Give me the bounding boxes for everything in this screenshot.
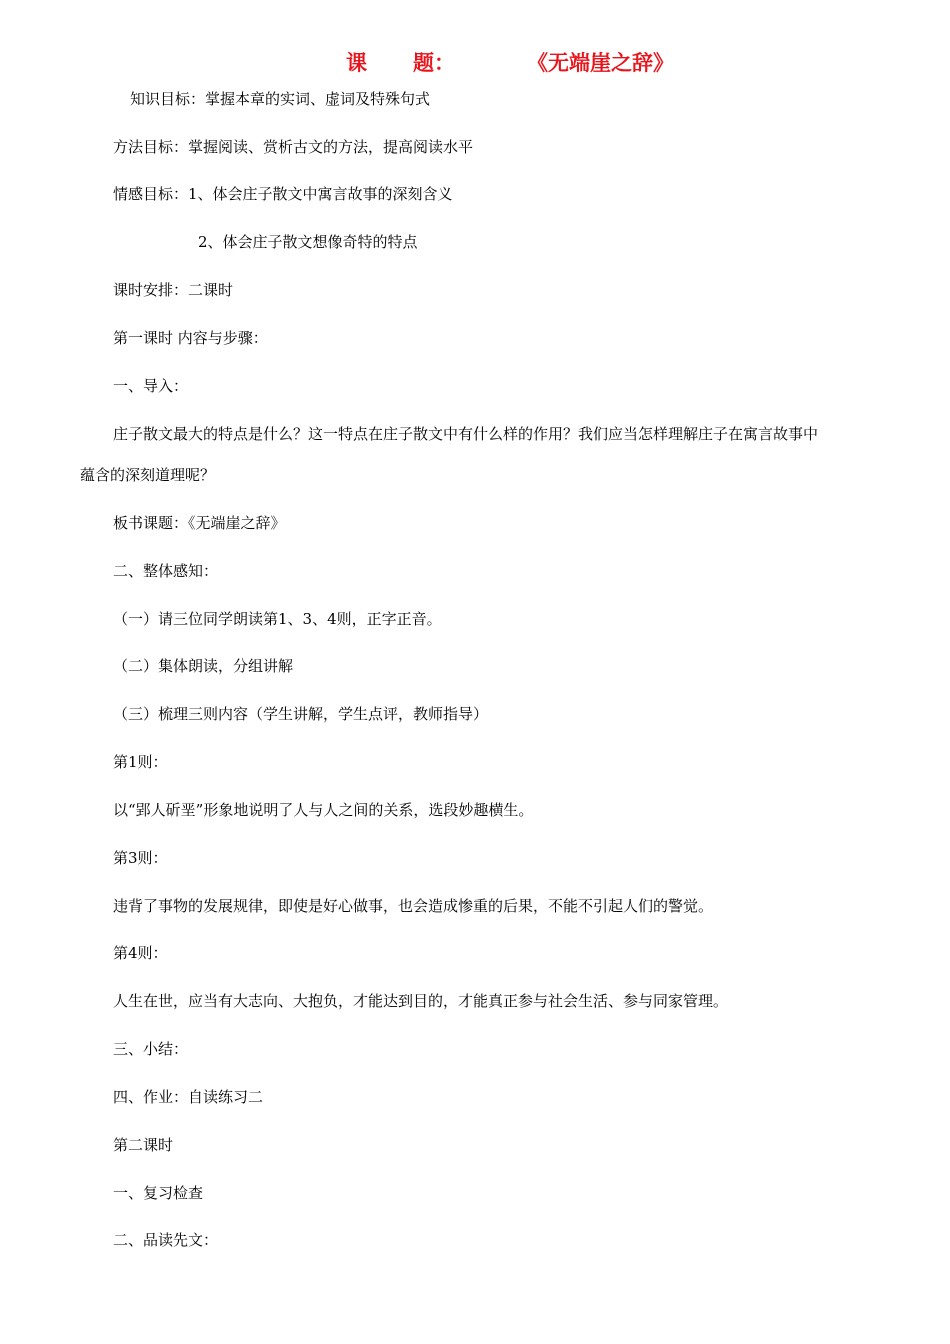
overview-step-2: （二）集体朗读，分组讲解 xyxy=(113,657,294,675)
item-4-text: 人生在世，应当有大志向、大抱负，才能达到目的，才能真正参与社会生活、参与同家管理。 xyxy=(113,992,729,1010)
section-summary: 三、小结： xyxy=(113,1040,189,1058)
title-label-ke: 课 xyxy=(346,51,367,75)
title-text-name: 《无端崖之辞》 xyxy=(527,51,674,75)
item-3-text: 违背了事物的发展规律，即使是好心做事，也会造成惨重的后果，不能不引起人们的警觉。 xyxy=(113,897,714,915)
title-label-ti: 题： xyxy=(413,51,455,75)
emotion-goal-2: 2、体会庄子散文想像奇特的特点 xyxy=(198,233,418,251)
close-reading: 二、品读先文： xyxy=(113,1231,219,1249)
overview-step-3: （三）梳理三则内容（学生讲解，学生点评，教师指导） xyxy=(113,705,489,723)
item-1-heading: 第1则： xyxy=(113,753,168,771)
section-homework: 四、作业：自读练习二 xyxy=(113,1088,264,1106)
schedule: 课时安排：二课时 xyxy=(113,281,234,299)
intro-question-line-2: 蕴含的深刻道理呢？ xyxy=(80,466,216,484)
item-1-text: 以“郢人斫垩”形象地说明了人与人之间的关系，选段妙趣横生。 xyxy=(113,801,534,819)
lesson-2-heading: 第二课时 xyxy=(113,1136,174,1154)
section-overview: 二、整体感知： xyxy=(113,562,219,580)
overview-step-1: （一）请三位同学朗读第1、3、4则，正字正音。 xyxy=(113,610,442,628)
section-intro: 一、导入： xyxy=(113,377,189,395)
lesson-title xyxy=(0,48,950,78)
knowledge-goal: 知识目标：掌握本章的实词、虚词及特殊句式 xyxy=(130,90,431,108)
method-goal: 方法目标：掌握阅读、赏析古文的方法，提高阅读水平 xyxy=(113,138,474,156)
item-3-heading: 第3则： xyxy=(113,849,168,867)
item-4-heading: 第4则： xyxy=(113,944,168,962)
intro-question-line-1: 庄子散文最大的特点是什么？这一特点在庄子散文中有什么样的作用？我们应当怎样理解庄子在寓言故事中 xyxy=(113,425,819,443)
lesson-1-heading: 第一课时 内容与步骤： xyxy=(113,329,268,347)
emotion-goal-1: 情感目标：1、体会庄子散文中寓言故事的深刻含义 xyxy=(113,185,453,203)
review-check: 一、复习检查 xyxy=(113,1184,204,1202)
board-title: 板书课题：《无端崖之辞》 xyxy=(113,514,286,532)
